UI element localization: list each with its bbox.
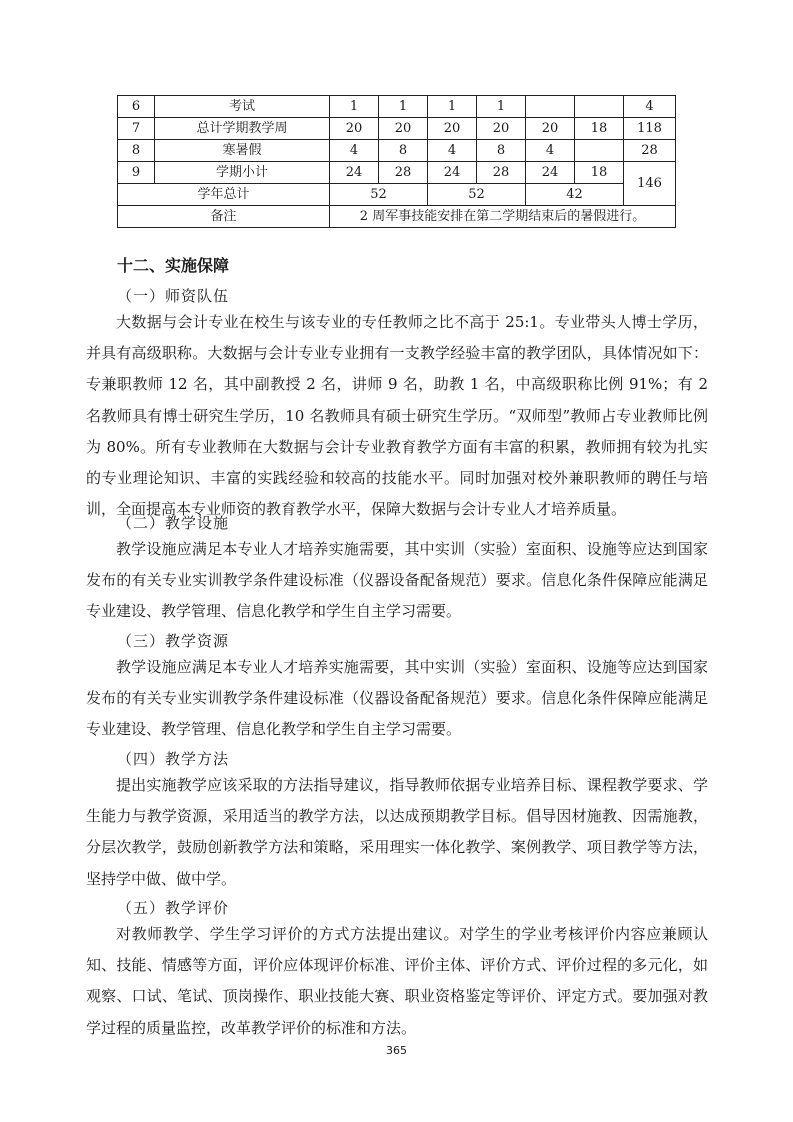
row-label: 寒暑假 [155,140,330,162]
table-row-note [118,206,676,228]
row-total: 118 [624,118,676,140]
table-cell: 24 [428,162,477,184]
table-cell: 8 [477,140,526,162]
row-label: 总计学期教学周 [155,118,330,140]
table-cell: 28 [477,162,526,184]
paragraph-facilities: 教学设施应满足本专业人才培养实施需要，其中实训（实验）室面积、设施等应达到国家发布的有关专业实训教学条件建设标准（仪器设备配备规范）要求。信息化条件保障应能满足专业建设、教学管理、信息化教学和学生自主学习需要。 [86,540,708,621]
table-cell: 20 [379,118,428,140]
note-text: 2 周军事技能安排在第二学期结束后的暑假进行。 [330,206,676,228]
table-cell: 24 [526,162,575,184]
table-cell [575,96,624,118]
subsection-heading-methods: （四）教学方法 [117,750,230,768]
row-number: 7 [118,118,155,140]
paragraph-faculty: 大数据与会计专业在校生与该专业的专任教师之比不高于 25:1。专业带头人博士学历，并具有高级职称。大数据与会计专业专业拥有一支教学经验丰富的教学团队，具体情况如下：专兼职教师 12 名，其中副教授 2 名，讲师 9 名，助教 1 名，中高级职称比例 91%；有 2 名教师具有博士研究生学历，10 名教师具有硕士研究生学历。“双师型”教师占专业教师比例为 80%。所有专业教师在大数据与会计专业教育教学方面有丰富的积累，教师拥有较为扎实的专业理论知识、丰富的实践经验和较高的技能水平。同时加强对校外兼职教师的聘任与培训，全面提高本专业师资的教育教学水平，保障大数据与会计专业人才培养质量。 [86,313,708,519]
table-cell: 1 [477,96,526,118]
subsection-heading-faculty: （一）师资队伍 [117,287,230,305]
table-cell: 1 [330,96,379,118]
year-total-label: 学年总计 [118,184,330,206]
year-total-cell: 52 [330,184,428,206]
table-cell: 1 [428,96,477,118]
table-cell [575,140,624,162]
schedule-table [117,95,676,228]
row-total: 146 [624,162,676,206]
table-cell: 28 [379,162,428,184]
table-cell: 20 [428,118,477,140]
row-number: 6 [118,96,155,118]
paragraph-methods: 提出实施教学应该采取的方法指导建议，指导教师依据专业培养目标、课程教学要求、学生能力与教学资源，采用适当的教学方法，以达成预期教学目标。倡导因材施教、因需施教，分层次教学，鼓励创新教学方法和策略，采用理实一体化教学、案例教学、项目教学等方法，坚持学中做、做中学。 [86,776,708,888]
paragraph-resources: 教学设施应满足本专业人才培养实施需要，其中实训（实验）室面积、设施等应达到国家发布的有关专业实训教学条件建设标准（仪器设备配备规范）要求。信息化条件保障应能满足专业建设、教学管理、信息化教学和学生自主学习需要。 [86,658,708,739]
table-cell: 18 [575,118,624,140]
table-row [118,96,676,118]
table-cell: 4 [330,140,379,162]
page-number: 365 [386,1044,407,1057]
year-total-cell: 42 [526,184,624,206]
table-cell: 20 [526,118,575,140]
row-number: 9 [118,162,155,184]
table-cell: 20 [477,118,526,140]
table-cell: 8 [379,140,428,162]
table-row [118,140,676,162]
section-title: 十二、实施保障 [117,256,230,275]
row-label: 学期小计 [155,162,330,184]
subsection-heading-resources: （三）教学资源 [117,632,230,650]
table-cell: 1 [379,96,428,118]
row-label: 考试 [155,96,330,118]
table-row-year-total [118,184,676,206]
row-number: 8 [118,140,155,162]
table-cell: 20 [330,118,379,140]
subsection-heading-evaluation: （五）教学评价 [117,899,230,917]
note-label: 备注 [118,206,330,228]
subsection-heading-facilities: （二）教学设施 [117,514,230,532]
table-cell [526,96,575,118]
row-total: 28 [624,140,676,162]
table-row [118,118,676,140]
table-cell: 24 [330,162,379,184]
table-cell: 4 [526,140,575,162]
table-cell: 4 [428,140,477,162]
year-total-cell: 52 [428,184,526,206]
table-row [118,162,676,184]
row-total: 4 [624,96,676,118]
paragraph-evaluation: 对教师教学、学生学习评价的方式方法提出建议。对学生的学业考核评价内容应兼顾认知、技能、情感等方面，评价应体现评价标准、评价主体、评价方式、评价过程的多元化，如观察、口试、笔试、顶岗操作、职业技能大赛、职业资格鉴定等评价、评定方式。要加强对教学过程的质量监控，改革教学评价的标准和方法。 [86,925,708,1037]
table-cell: 18 [575,162,624,184]
